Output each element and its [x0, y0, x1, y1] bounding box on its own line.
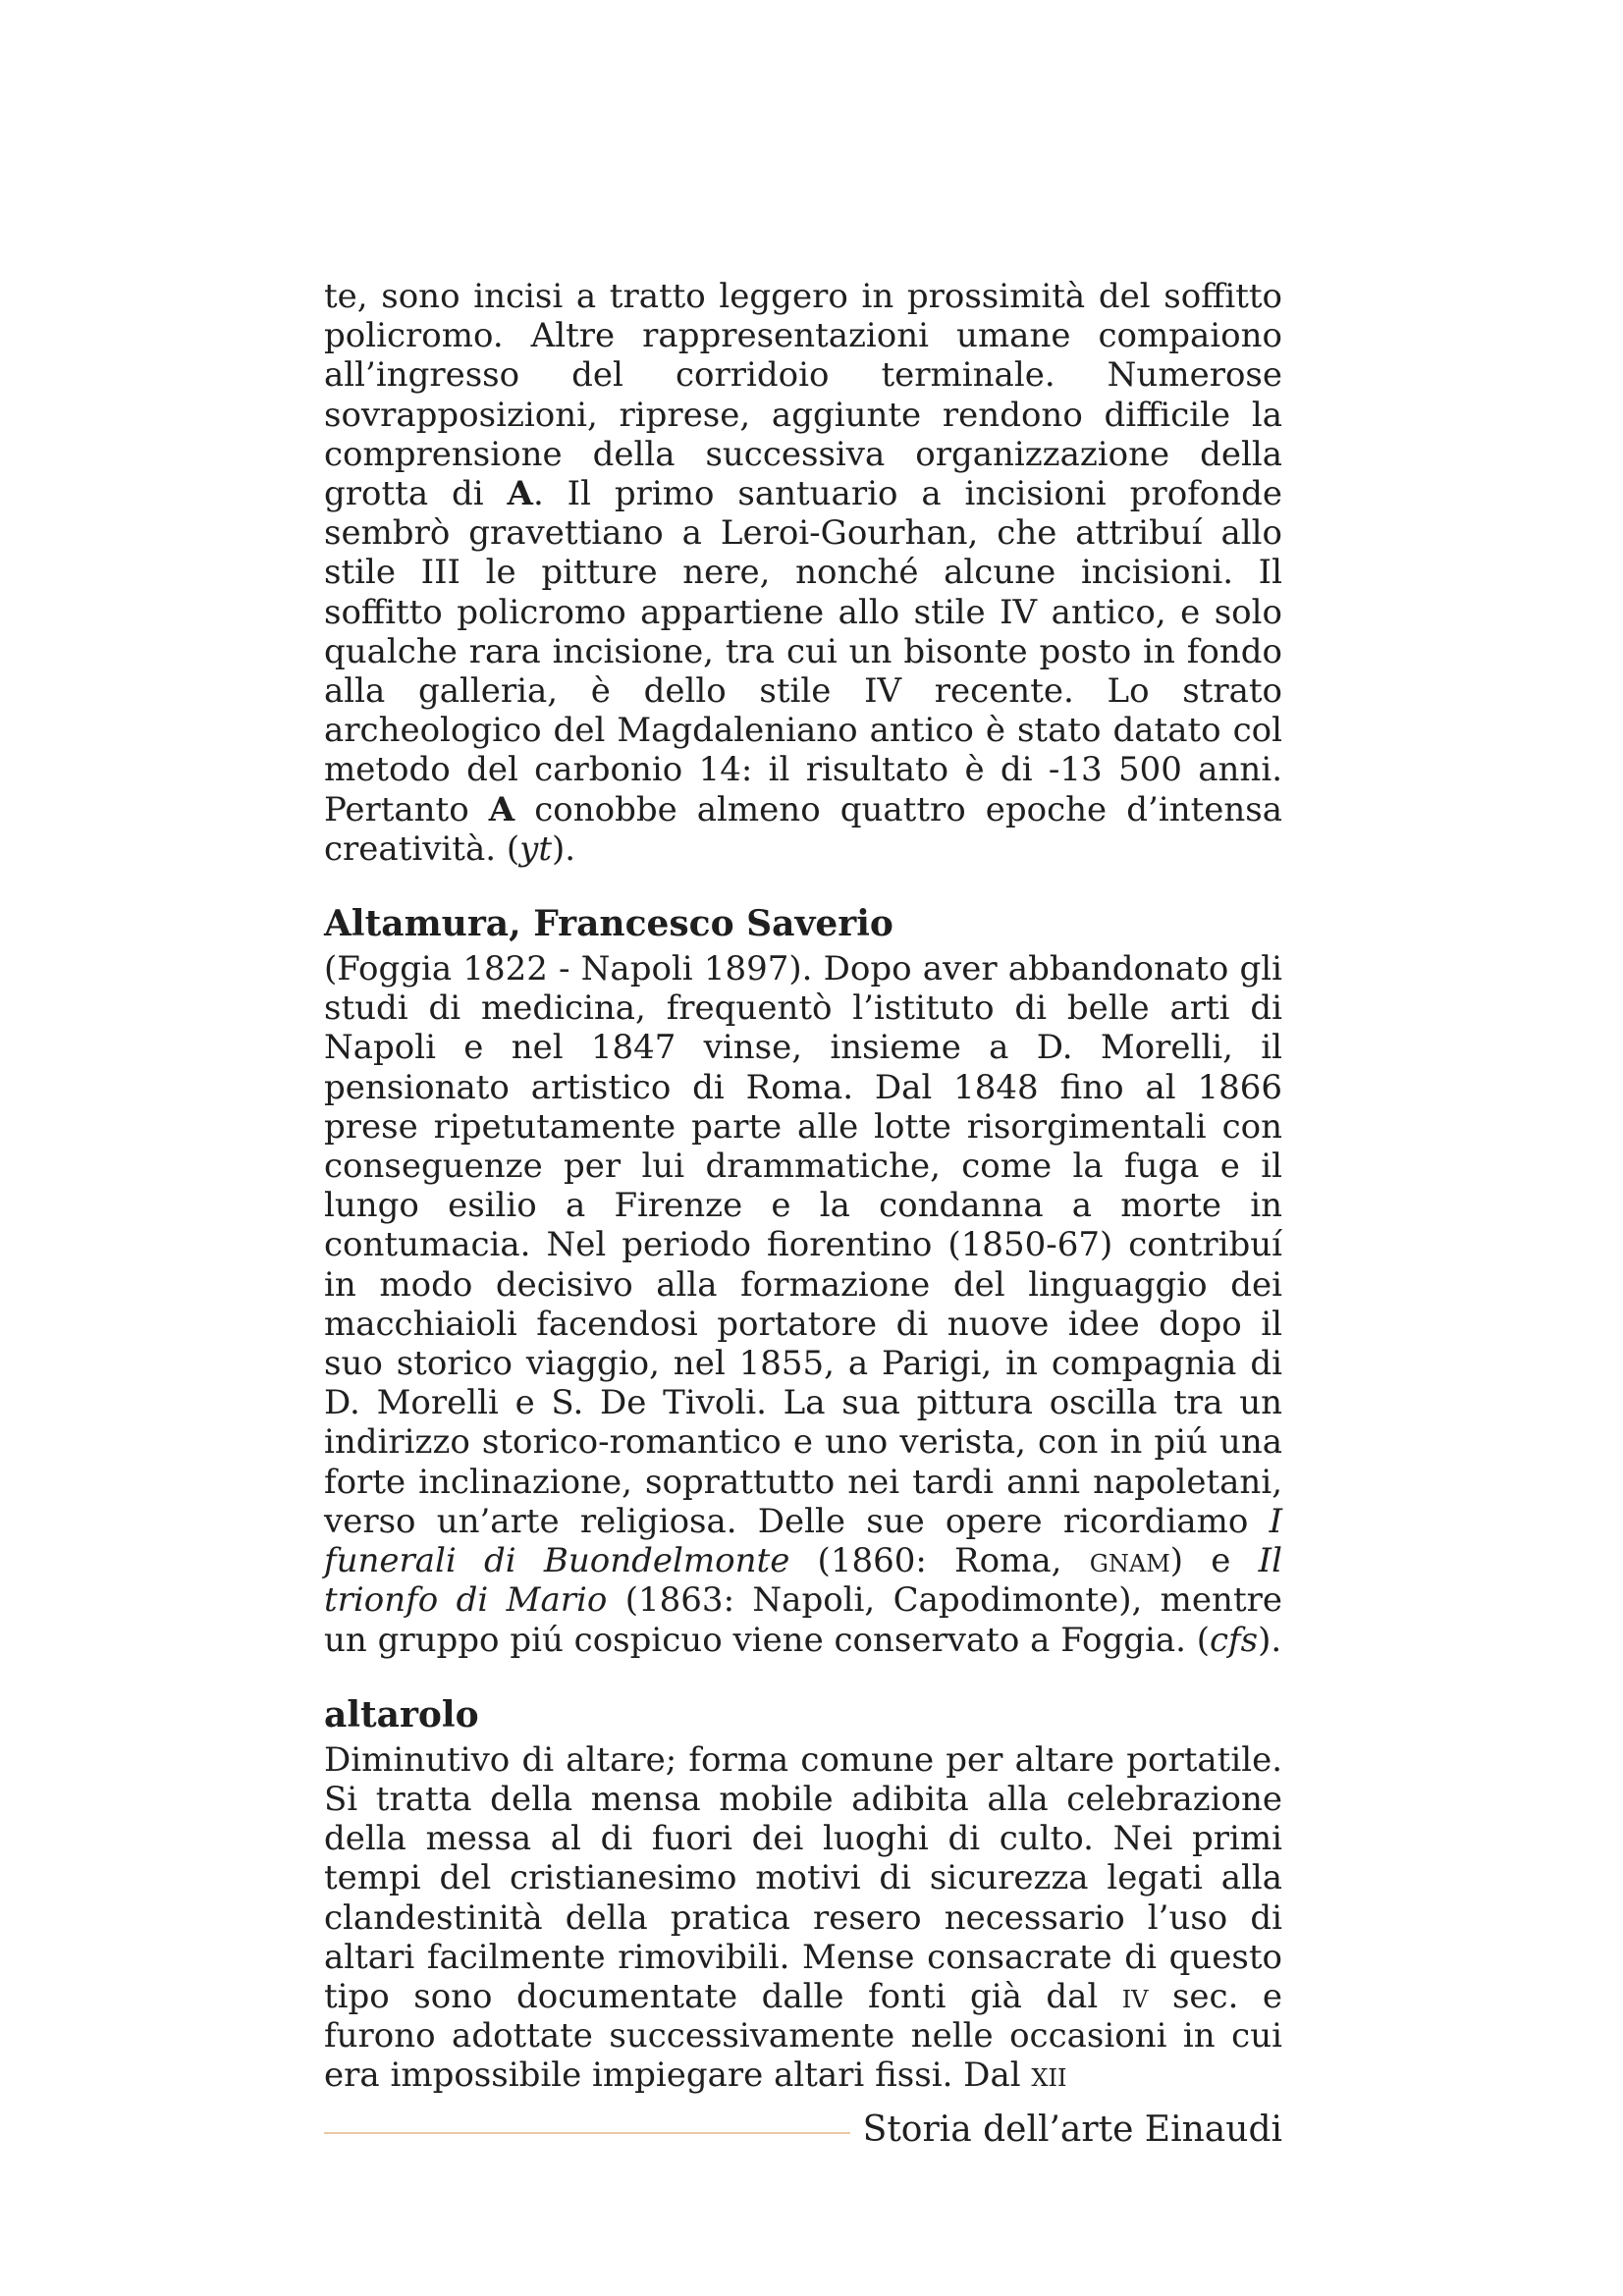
- text-run: . Il primo santuario a incisioni profonde sembrò gravettiano a Leroi-Gourhan, che attribuí allo stile III le pitture nere, nonché alcune incisioni. Il soffitto policromo appartiene allo stile IV antico, e solo qualche rara incisione, tra cui un bisonte posto in fondo alla galleria, è dello stile IV recente. Lo strato archeologico del Magdaleniano antico è stato datato col metodo del carbonio 14: il risultato è di -13 500 anni. Pertanto: [324, 474, 1282, 829]
- text-run: ).: [1258, 1620, 1282, 1660]
- text-run: (Foggia 1822 - Napoli 1897). Dopo aver abbandonato gli studi di medicina, frequentò l’istituto di belle arti di Napoli e nel 1847 vinse, insieme a D. Morelli, il pensionato artistico di Roma. Dal 1848 fino al 1866 prese ripetutamente parte alle lotte risorgimentali con conseguenze per lui drammatiche, come la fuga e il lungo esilio a Firenze e la condanna a morte in contumacia. Nel periodo fiorentino (1850-67) contribuí in modo decisivo alla formazione del linguaggio dei macchiaioli facendosi portatore di nuove idee dopo il suo storico viaggio, nel 1855, a Parigi, in compagnia di D. Morelli e S. De Tivoli. La sua pittura oscilla tra un indirizzo storico-romantico e uno verista, con in piú una forte inclinazione, soprattutto nei tardi anni napoletani, verso un’arte religiosa. Delle sue opere ricordiamo: [324, 949, 1282, 1541]
- century-numeral: iv: [1121, 1976, 1149, 2016]
- text-run: ) e: [1169, 1541, 1259, 1581]
- entry-title-altarolo: altarolo: [324, 1693, 479, 1735]
- footer-publication-title: Storia dell’arte Einaudi: [862, 2109, 1282, 2150]
- text-run: sec. e furono adottate successivamente nelle occasioni in cui era impossibile impiegare altari fissi. Dal: [324, 1976, 1282, 2096]
- text-run: Diminutivo di altare; forma comune per altare portatile. Si tratta della mensa mobile adibita alla celebrazione della messa al di fuori dei luoghi di culto. Nei primi tempi del cristianesimo motivi di sicurezza legati alla clandestinità della pratica resero necessario l’uso di altari facilmente rimovibili. Mense consacrate di questo tipo sono documentate dalle fonti già dal: [324, 1739, 1282, 2016]
- author-initials: yt: [519, 828, 552, 869]
- entry-body-altamura: [324, 949, 1282, 1660]
- entry-body-altarolo: [324, 1740, 1282, 2096]
- author-initials: cfs: [1210, 1620, 1259, 1660]
- text-run: (1860: Roma,: [789, 1541, 1090, 1581]
- text-run: conobbe almeno quattro epoche d’intensa creatività. (: [324, 789, 1282, 869]
- page-footer: [324, 2109, 1282, 2154]
- entry-altamira-continuation: [324, 277, 1282, 869]
- text-run: (1863: Napoli, Capodimonte), mentre un gruppo piú cospicuo viene conservato a Foggia. (: [324, 1580, 1282, 1660]
- text-run: ).: [552, 828, 576, 869]
- headword-abbreviation: A: [488, 789, 515, 829]
- century-numeral: xii: [1031, 2056, 1067, 2096]
- footer-rule: [324, 2132, 850, 2134]
- artwork-title: Il trionfo di Mario: [324, 1541, 1282, 1621]
- artwork-title: I funerali di Buondelmonte: [324, 1501, 1282, 1581]
- museum-abbreviation: gnam: [1089, 1541, 1170, 1581]
- text-run: te, sono incisi a tratto leggero in prossimità del soffitto policromo. Altre rappresentazioni umane compaiono all’ingresso del corridoio terminale. Numerose sovrapposizioni, riprese, aggiunte rendono difficile la comprensione della successiva organizzazione della grotta di: [324, 277, 1282, 514]
- entry-title-altamura: Altamura, Francesco Saverio: [324, 903, 893, 945]
- text-column: [324, 277, 1282, 2096]
- headword-abbreviation: A: [507, 474, 533, 514]
